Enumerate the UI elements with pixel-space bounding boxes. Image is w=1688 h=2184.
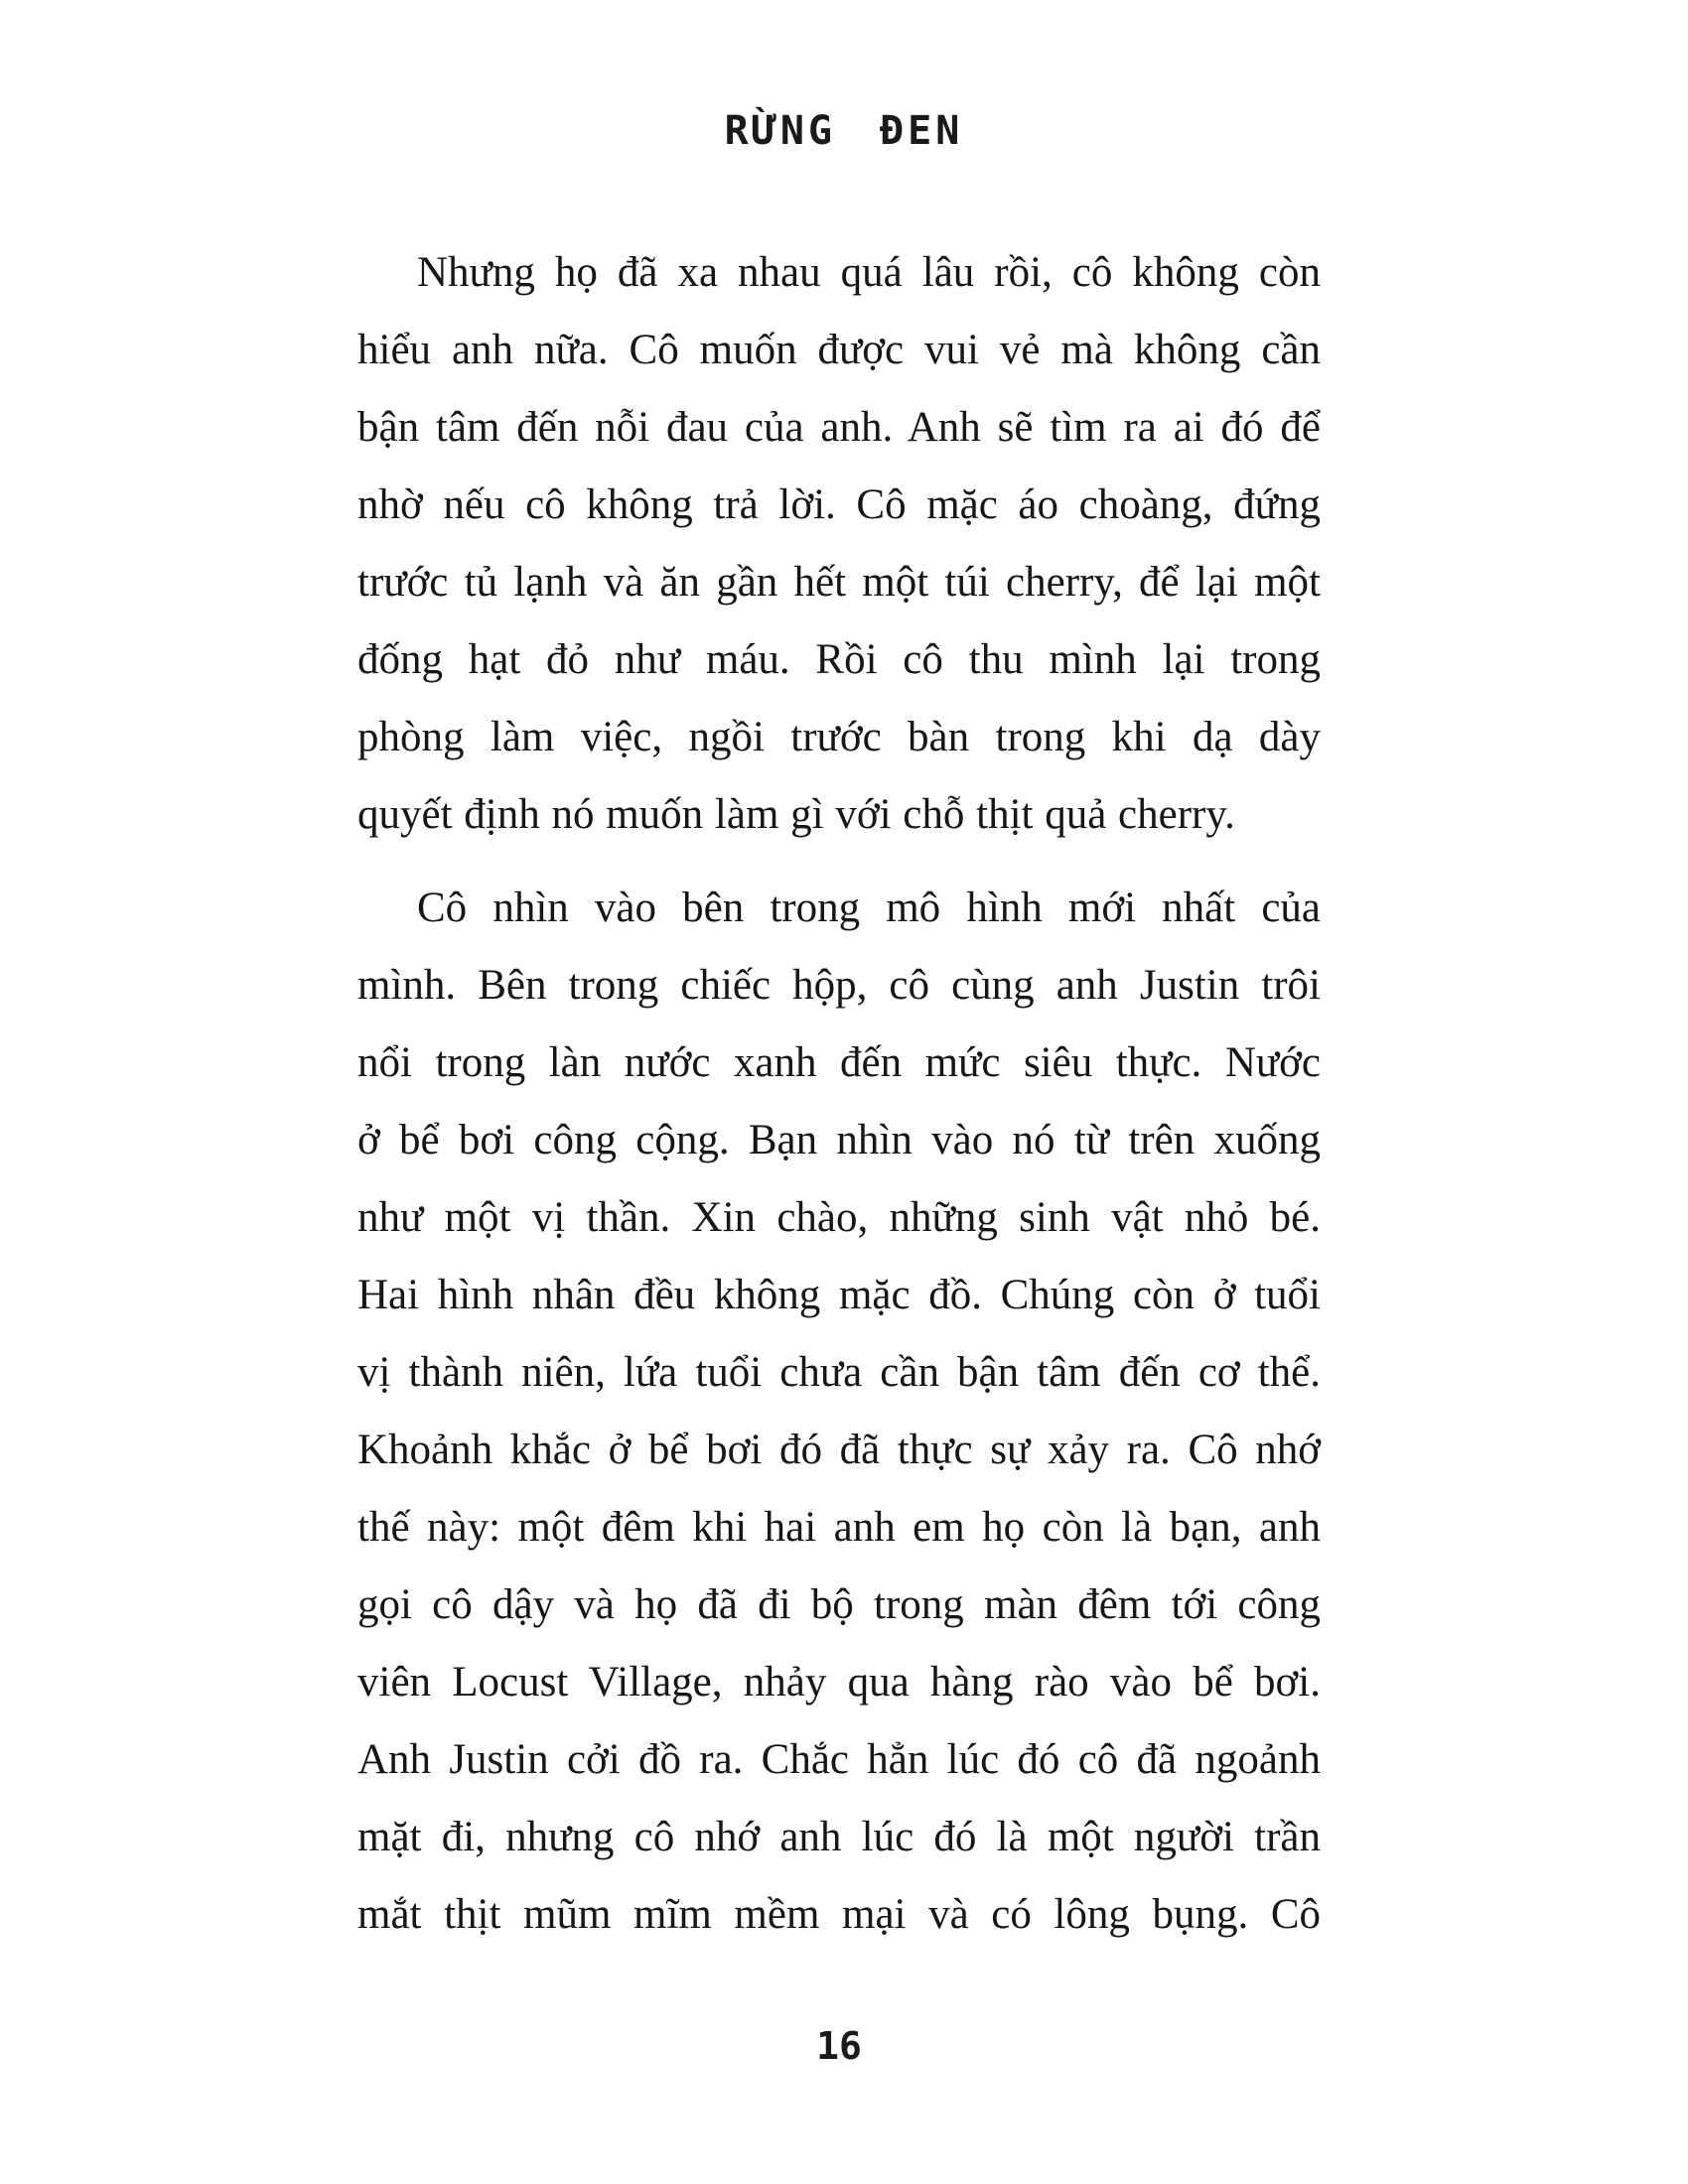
text-line: như một vị thần. Xin chào, những sinh vật nhỏ bé.: [357, 1194, 1321, 1241]
text-line: mắt thịt mũm mĩm mềm mại và có lông bụng. Cô: [357, 1891, 1321, 1938]
text-line: mặt đi, nhưng cô nhớ anh lúc đó là một người trần: [357, 1814, 1321, 1860]
text-line: đống hạt đỏ như máu. Rồi cô thu mình lại trong: [357, 636, 1321, 683]
paragraph: [357, 234, 1321, 854]
text-line: Khoảnh khắc ở bể bơi đó đã thực sự xảy ra. Cô nhớ: [357, 1427, 1321, 1473]
paragraph: [357, 870, 1321, 1954]
running-header: RỪNG ĐEN: [724, 108, 964, 154]
text-line: Anh Justin cởi đồ ra. Chắc hẳn lúc đó cô đã ngoảnh: [357, 1736, 1321, 1783]
text-line: bận tâm đến nỗi đau của anh. Anh sẽ tìm ra ai đó để: [357, 404, 1321, 451]
text-line: trước tủ lạnh và ăn gần hết một túi cherry, để lại một: [357, 559, 1321, 606]
text-line: Nhưng họ đã xa nhau quá lâu rồi, cô không còn: [417, 249, 1321, 296]
page-number: 16: [816, 2024, 862, 2068]
text-line: phòng làm việc, ngồi trước bàn trong khi dạ dày: [357, 714, 1321, 760]
text-line: nổi trong làn nước xanh đến mức siêu thực. Nước: [357, 1039, 1321, 1086]
text-line: thế này: một đêm khi hai anh em họ còn là bạn, anh: [357, 1504, 1321, 1551]
text-line: nhờ nếu cô không trả lời. Cô mặc áo choàng, đứng: [357, 481, 1321, 528]
text-line: hiểu anh nữa. Cô muốn được vui vẻ mà không cần: [357, 327, 1321, 373]
text-line: Cô nhìn vào bên trong mô hình mới nhất của: [417, 885, 1321, 931]
text-block: [357, 234, 1321, 1954]
text-line: gọi cô dậy và họ đã đi bộ trong màn đêm tới công: [357, 1581, 1321, 1628]
text-line: mình. Bên trong chiếc hộp, cô cùng anh Justin trôi: [357, 962, 1321, 1009]
text-line: viên Locust Village, nhảy qua hàng rào vào bể bơi.: [357, 1659, 1321, 1706]
text-line: Hai hình nhân đều không mặc đồ. Chúng còn ở tuổi: [357, 1272, 1321, 1318]
text-line: ở bể bơi công cộng. Bạn nhìn vào nó từ trên xuống: [357, 1117, 1321, 1163]
text-line: quyết định nó muốn làm gì với chỗ thịt quả cherry.: [357, 791, 1235, 838]
text-line: vị thành niên, lứa tuổi chưa cần bận tâm đến cơ thể.: [357, 1349, 1321, 1396]
